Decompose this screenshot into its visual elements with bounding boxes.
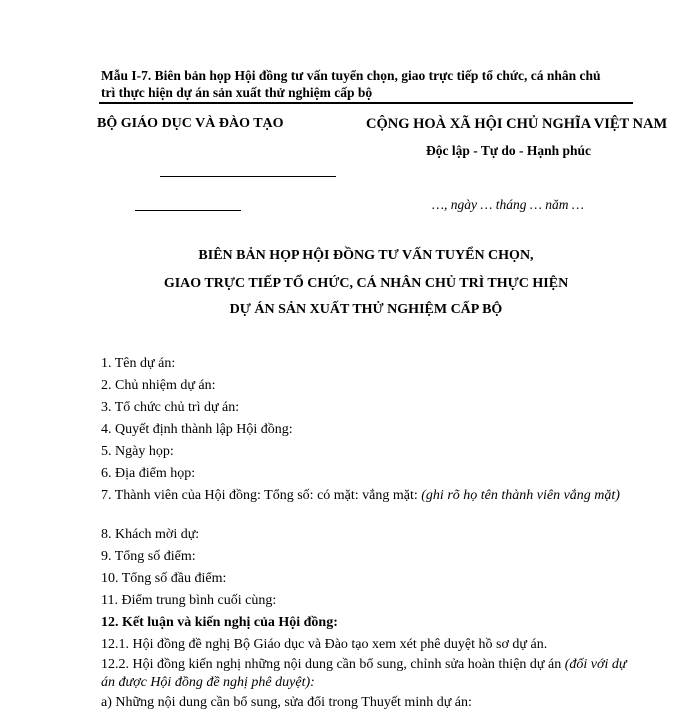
item-total-score: 9. Tổng số điểm: — [101, 549, 196, 564]
item-average-score: 11. Điểm trung bình cuối cùng: — [101, 593, 277, 608]
item-conclusion-2 — [101, 656, 639, 692]
date-line: …, ngày … tháng … năm … — [432, 197, 584, 212]
ministry-underline — [135, 210, 241, 211]
document-title-line1: BIÊN BẢN HỌP HỘI ĐỒNG TƯ VẤN TUYỂN CHỌN, — [198, 248, 534, 263]
national-motto: Độc lập - Tự do - Hạnh phúc — [426, 143, 592, 158]
form-title-line2: trì thực hiện dự án sản xuất thử nghiệm cấp bộ — [101, 85, 373, 100]
header-divider — [99, 102, 633, 104]
item-conclusion-2-text: 12.2. Hội đồng kiến nghị những nội dung cần bổ sung, chỉnh sửa hoàn thiện dự án — [101, 657, 565, 672]
item-council-decision: 4. Quyết định thành lập Hội đồng: — [101, 422, 293, 437]
item-score-count: 10. Tổng số đầu điểm: — [101, 571, 227, 586]
item-conclusion-1: 12.1. Hội đồng đề nghị Bộ Giáo dục và Đào tạo xem xét phê duyệt hồ sơ dự án. — [101, 637, 548, 652]
item-guests: 8. Khách mời dự: — [101, 527, 200, 542]
item-project-leader: 2. Chủ nhiệm dự án: — [101, 378, 216, 393]
form-title — [101, 67, 601, 101]
document-title-line2: GIAO TRỰC TIẾP TỔ CHỨC, CÁ NHÂN CHỦ TRÌ THỰC HIỆN — [163, 276, 569, 291]
item-meeting-date: 5. Ngày họp: — [101, 444, 174, 459]
document-title-line3: DỰ ÁN SẢN XUẤT THỬ NGHIỆM CẤP BỘ — [229, 302, 503, 317]
item-council-members — [101, 487, 639, 505]
form-title-line1: Mẫu I-7. Biên bản họp Hội đồng tư vấn tuyển chọn, giao trực tiếp tổ chức, cá nhân chủ — [101, 68, 601, 83]
item-council-members-note: (ghi rõ họ tên thành viên vắng mặt) — [421, 488, 620, 503]
item-project-name: 1. Tên dự án: — [101, 356, 176, 371]
ministry-name: BỘ GIÁO DỤC VÀ ĐÀO TẠO — [97, 116, 284, 131]
item-conclusion-heading: 12. Kết luận và kiến nghị của Hội đồng: — [101, 615, 338, 630]
item-council-members-text: 7. Thành viên của Hội đồng: Tổng số: có mặt: vắng mặt: — [101, 488, 422, 503]
motto-underline — [160, 176, 336, 177]
item-meeting-place: 6. Địa điểm họp: — [101, 466, 196, 481]
item-conclusion-2-note: (đối với dự án được Hội đồng đề nghị phê duyệt): — [101, 657, 627, 690]
item-host-organization: 3. Tổ chức chủ trì dự án: — [101, 400, 240, 415]
nation-name: CỘNG HOÀ XÃ HỘI CHỦ NGHĨA VIỆT NAM — [366, 116, 668, 132]
item-conclusion-2a: a) Những nội dung cần bổ sung, sửa đổi trong Thuyết minh dự án: — [101, 695, 472, 710]
